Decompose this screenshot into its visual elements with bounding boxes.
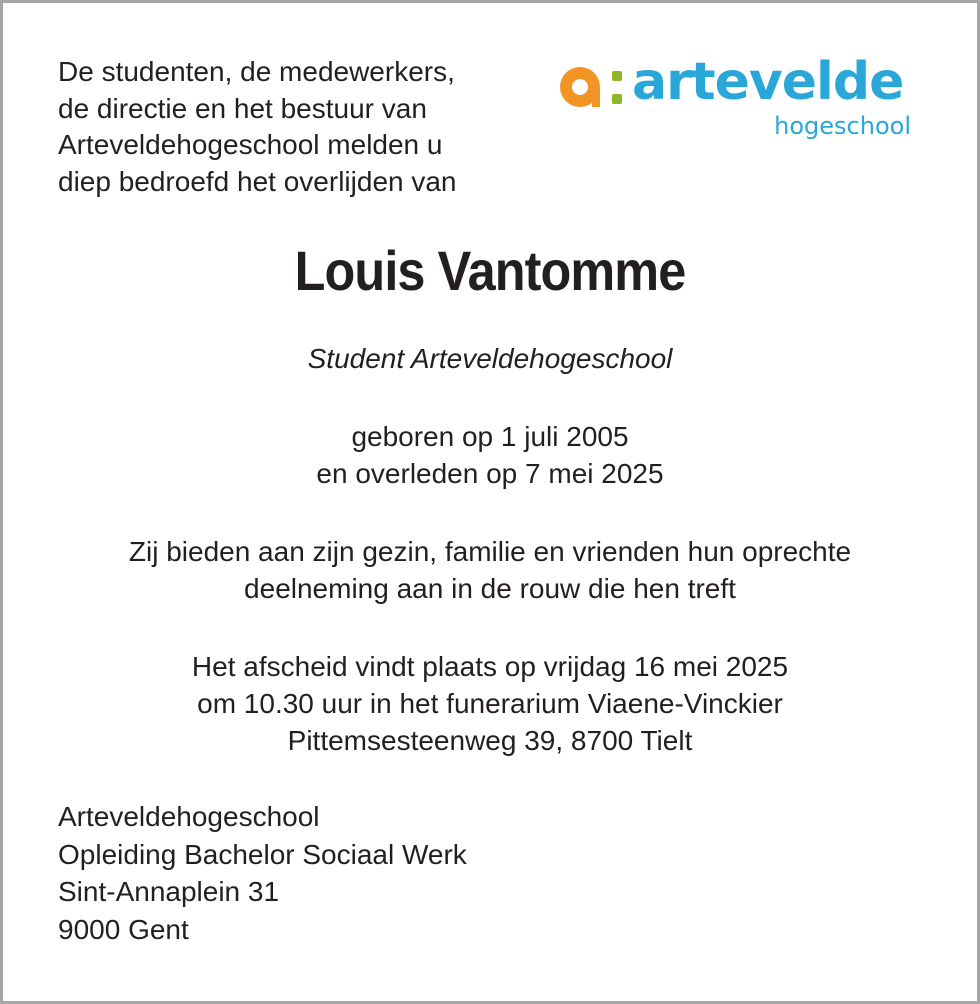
logo-sub-text: hogeschool: [774, 112, 911, 140]
condolence-line: Zij bieden aan zijn gezin, familie en vrienden hun oprechte: [128, 536, 852, 567]
address-line: Opleiding Bachelor Sociaal Werk: [58, 838, 467, 870]
artevelde-logo: [560, 52, 915, 142]
address-line: Sint-Annaplein 31: [58, 876, 280, 907]
intro-line: De studenten, de medewerkers,: [58, 56, 455, 87]
intro-text: [58, 54, 528, 200]
deceased-name: Louis Vantomme: [294, 239, 686, 302]
death-date: en overleden op 7 mei 2025: [316, 458, 664, 489]
logo-a-icon: [560, 67, 600, 107]
address-line: Arteveldehogeschool: [58, 801, 320, 832]
condolence-block: [0, 533, 980, 607]
address-line: 9000 Gent: [58, 913, 189, 945]
birth-date: geboren op 1 juli 2005: [351, 421, 629, 452]
farewell-line: Het afscheid vindt plaats op vrijdag 16 mei 2025: [191, 651, 789, 682]
deceased-role: Student Arteveldehogeschool: [307, 343, 673, 374]
intro-line: de directie en het bestuur van: [58, 92, 427, 124]
logo-brand-text: artevelde: [632, 52, 904, 112]
farewell-block: [0, 648, 980, 759]
intro-line: diep bedroefd het overlijden van: [58, 165, 457, 197]
farewell-line: Pittemsesteenweg 39, 8700 Tielt: [287, 725, 693, 756]
address-block: [58, 798, 467, 948]
farewell-line: om 10.30 uur in het funerarium Viaene-Vinckier: [197, 688, 783, 719]
condolence-line: deelneming aan in de rouw die hen treft: [244, 573, 736, 604]
dates-block: [0, 418, 980, 492]
logo-mark: [560, 52, 903, 112]
logo-colon-icon: [612, 67, 622, 107]
intro-line: Arteveldehogeschool melden u: [58, 129, 443, 160]
